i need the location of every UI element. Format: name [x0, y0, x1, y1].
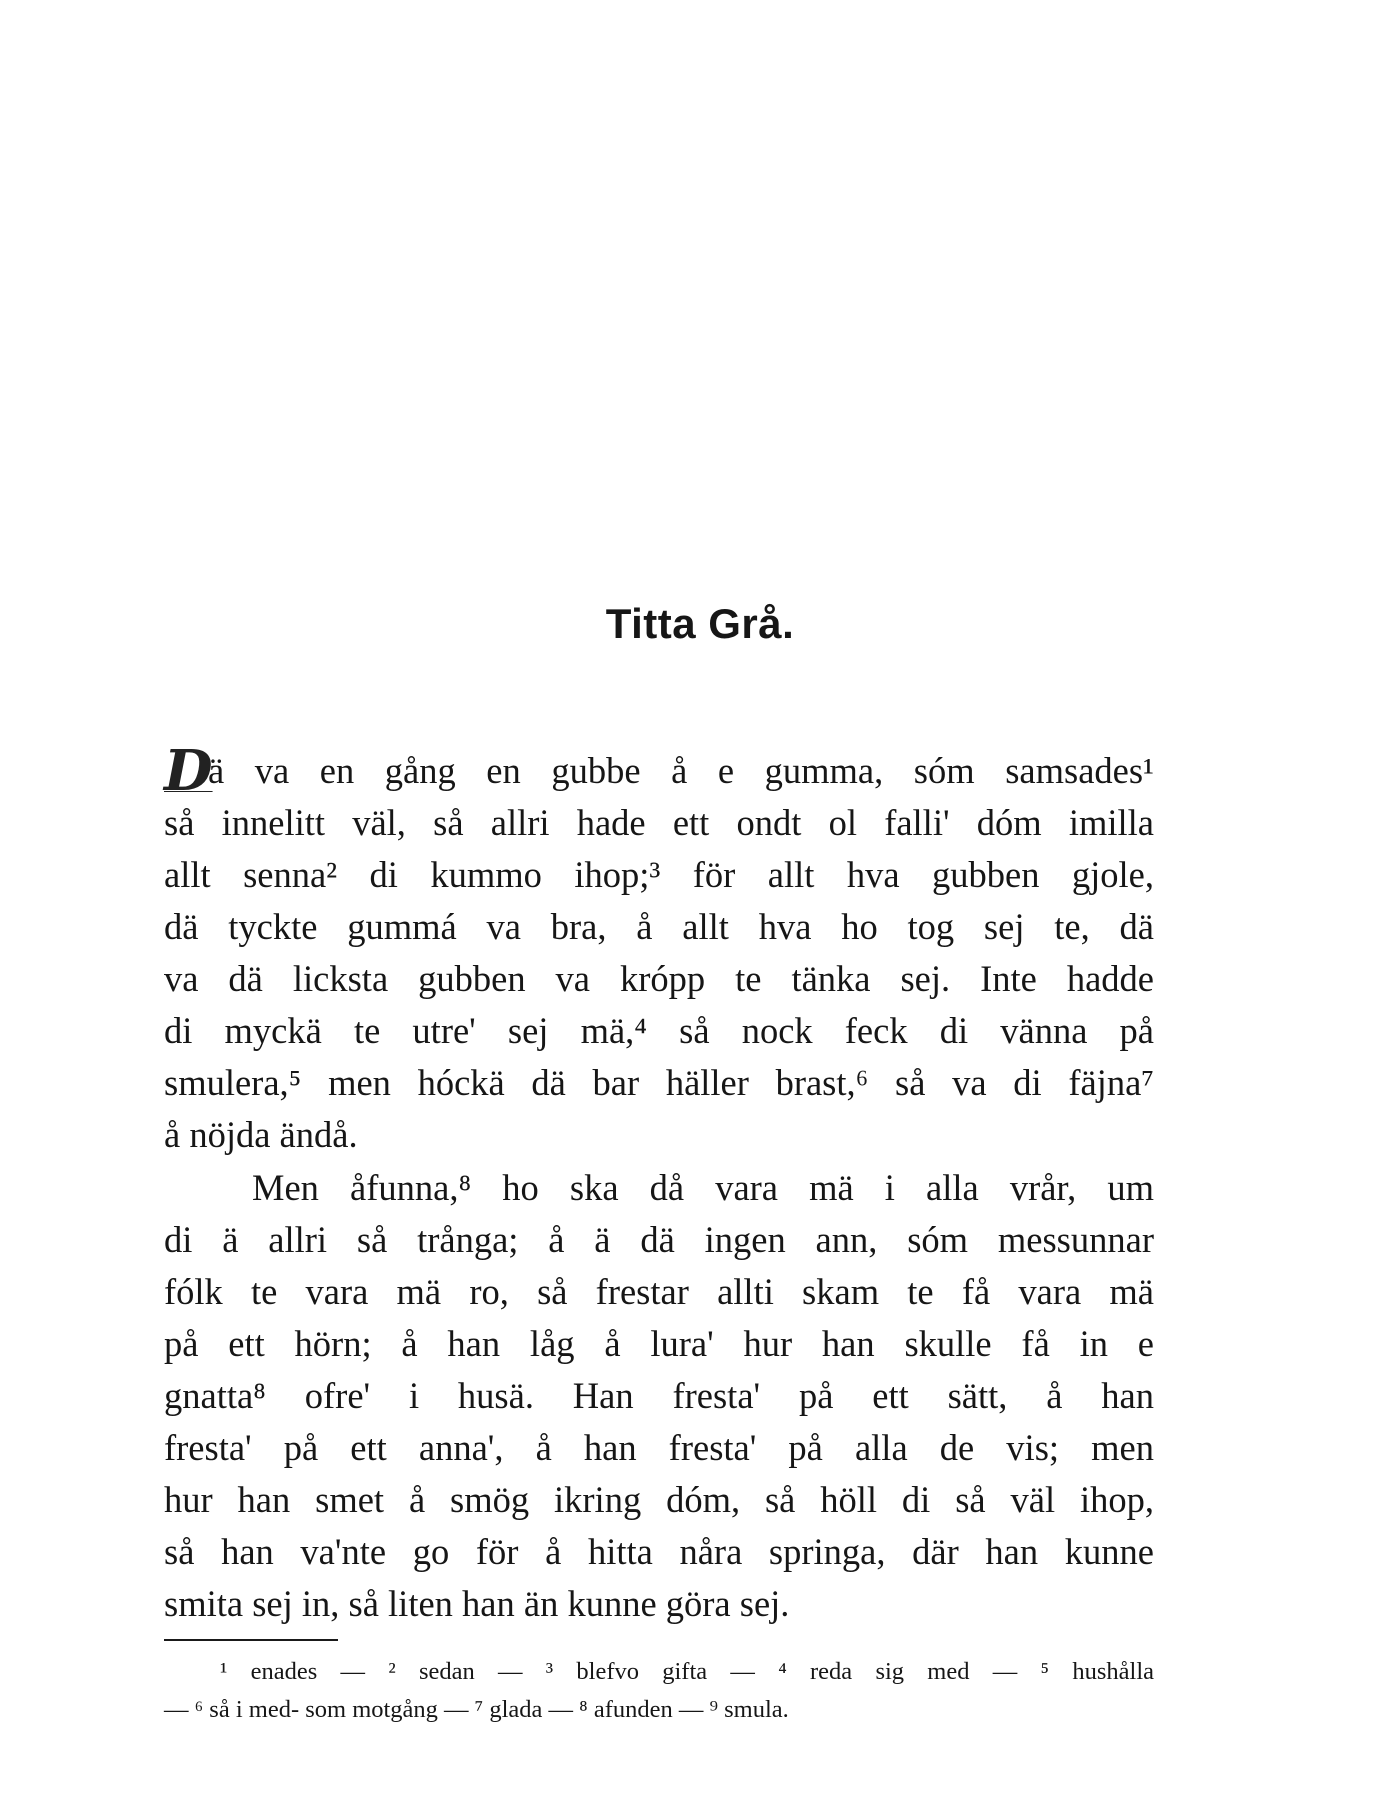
- text-line: på ett hörn; å han låg å lura' hur han skulle få in e: [164, 1323, 1154, 1364]
- footnote-line: ¹ enades — ² sedan — ³ blefvo gifta — ⁴ reda sig med — ⁵ hushålla: [220, 1658, 1154, 1685]
- text-line: smulera,⁵ men hóckä dä bar häller brast,⁶ så va di fäjna⁷: [164, 1062, 1154, 1103]
- chapter-title: Titta Grå.: [605, 600, 795, 647]
- text-line: gnatta⁸ ofre' i husä. Han fresta' på ett sätt, å han: [164, 1375, 1154, 1416]
- text-line: hur han smet å smög ikring dóm, så höll di så väl ihop,: [164, 1479, 1154, 1520]
- text-line: så innelitt väl, så allri hade ett ondt ol falli' dóm imilla: [164, 802, 1154, 843]
- text-line: di myckä te utre' sej mä,⁴ så nock feck di vänna på: [164, 1010, 1154, 1051]
- text-line: smita sej in, så liten han än kunne göra sej.: [164, 1583, 790, 1624]
- text-line: ä va en gång en gubbe å e gumma, sóm samsades¹: [208, 750, 1154, 791]
- footnote-divider: [164, 1639, 338, 1641]
- text-line: va dä licksta gubben va krópp te tänka sej. Inte hadde: [164, 958, 1154, 999]
- text-line: fresta' på ett anna', å han fresta' på alla de vis; men: [164, 1427, 1154, 1468]
- text-line: dä tyckte gummá va bra, å allt hva ho tog sej te, dä: [164, 906, 1154, 947]
- text-line: så han va'nte go för å hitta nåra springa, där han kunne: [164, 1531, 1154, 1572]
- text-line: fólk te vara mä ro, så frestar allti skam te få vara mä: [164, 1271, 1154, 1312]
- drop-cap-initial: D: [164, 738, 213, 804]
- footnote-line: — ⁶ så i med- som motgång — ⁷ glada — ⁸ afunden — ⁹ smula.: [164, 1696, 789, 1723]
- text-line: allt senna² di kummo ihop;³ för allt hva gubben gjole,: [164, 854, 1154, 895]
- text-line: di ä allri så trånga; å ä dä ingen ann, sóm messunnar: [164, 1219, 1154, 1260]
- text-line: å nöjda ändå.: [164, 1114, 358, 1155]
- text-line: Men åfunna,⁸ ho ska då vara mä i alla vrår, um: [252, 1167, 1154, 1208]
